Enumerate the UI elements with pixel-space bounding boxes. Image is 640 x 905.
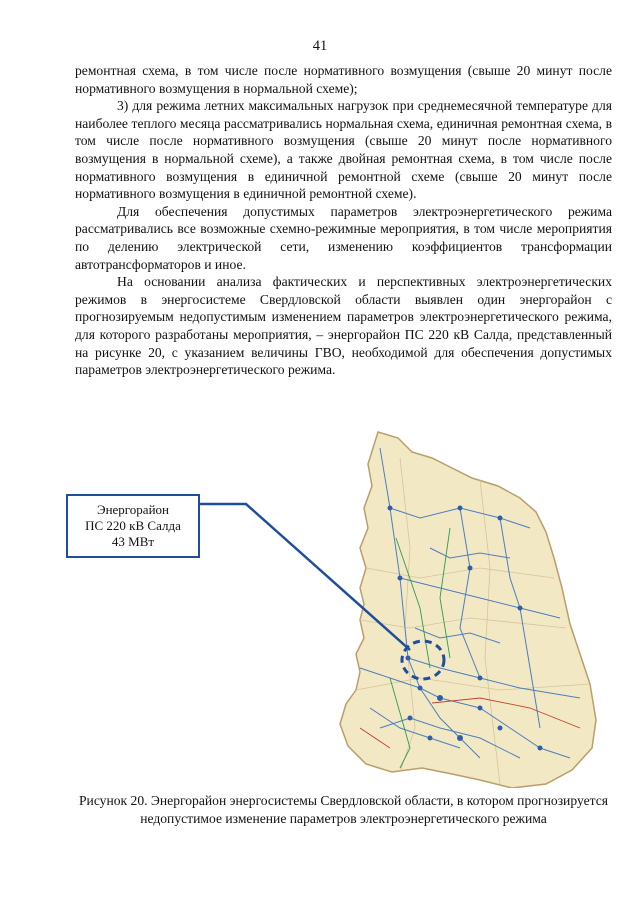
region-map-figure [60,428,620,788]
figure-caption: Рисунок 20. Энергорайон энергосистемы Свердловской области, в котором прогнозируется недопустимое изменение параметров электроэнергетического режима [78,793,608,826]
callout-line-2: ПС 220 кВ Салда [85,518,181,533]
paragraph-3: Для обеспечения допустимых параметров электроэнергетического режима рассматривались все возможные схемно-режимные мероприятия, в том числе мероприятия по делению электрической сети, изменению коэффициентов трансформации автотрансформаторов и иное. [75,203,612,272]
page-number: 41 [312,38,328,54]
paragraph-4: На основании анализа фактических и перспективных электроэнергетических режимов в энергосистеме Свердловской области выявлен один энергорайон с прогнозируемым недопустимым изменением параметров электроэнергетического режима, для которого разработаны мероприятия, – энергорайон ПС 220 кВ Салда, представленный на рисунке 20, с указанием величины ГВО, необходимой для обеспечения допустимых параметров электроэнергетического режима. [75,274,612,378]
energy-district-callout [66,494,200,558]
callout-line-1: Энергорайон [96,502,169,517]
callout-line-3: 43 МВт [111,534,155,549]
paragraph-1: ремонтная схема, в том числе после нормативного возмущения (свыше 20 минут после нормативного возмущения в нормальной схеме); [75,63,612,96]
region-map [60,428,620,788]
paragraph-2: 3) для режима летних максимальных нагрузок при среднемесячной температуре для наиболее теплого месяца рассматривались нормальная схема, единичная ремонтная схема, в том числе после нормативного возмущения (свыше 20 минут после нормативного возмущения в нормальной схеме), а также двойная ремонтная схема, в том числе после нормативного возмущения в единичной ремонтной схеме (свыше 20 минут после нормативного возмущения в единичной ремонтной схеме). [75,98,612,202]
body-text [75,62,612,379]
